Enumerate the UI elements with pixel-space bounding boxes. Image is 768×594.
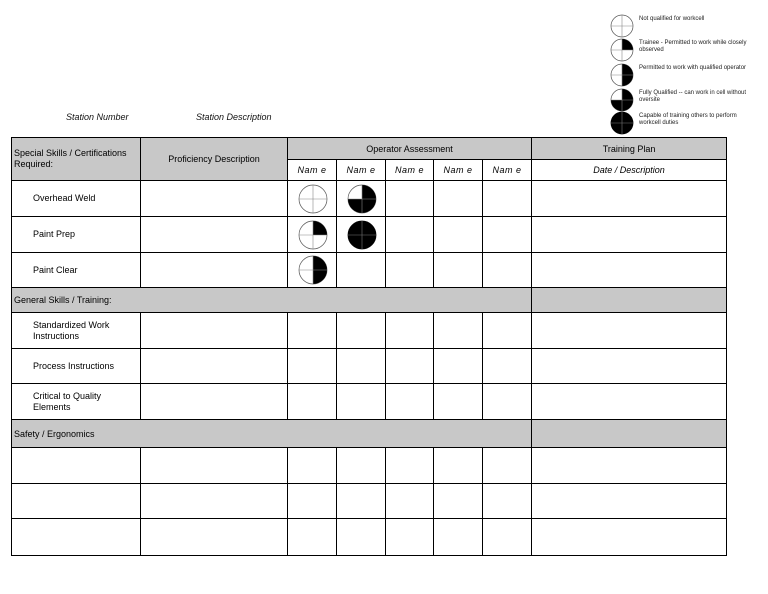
skill-name-cell [12, 448, 141, 484]
skill-name-cell: Standardized Work Instructions [12, 313, 141, 349]
training-plan-cell[interactable] [532, 384, 727, 420]
section-header: General Skills / Training: [12, 288, 532, 313]
assessment-cell[interactable] [386, 519, 434, 556]
assessment-cell[interactable] [483, 217, 532, 253]
assessment-cell[interactable] [337, 484, 386, 519]
empty-quadrant-circle-icon [610, 14, 634, 38]
assessment-cell[interactable] [434, 519, 483, 556]
table-row [12, 181, 727, 217]
legend-item-level-2 [610, 63, 760, 87]
operator-name-4[interactable]: Nam e [434, 160, 483, 181]
table-row [12, 253, 727, 288]
assessment-cell[interactable] [434, 484, 483, 519]
skill-name-cell [12, 484, 141, 519]
assessment-cell[interactable] [386, 217, 434, 253]
table-row [12, 217, 727, 253]
legend-text-level-0: Not qualified for workcell [639, 16, 705, 22]
quarter-filled-circle-icon [610, 38, 634, 62]
assessment-cell[interactable] [337, 349, 386, 384]
assessment-cell[interactable] [434, 217, 483, 253]
operator-assessment-header: Operator Assessment [288, 138, 532, 160]
proficiency-description-header: Proficiency Description [141, 138, 288, 181]
assessment-cell[interactable] [288, 384, 337, 420]
training-plan-cell[interactable] [532, 217, 727, 253]
assessment-cell[interactable] [483, 484, 532, 519]
skills-matrix-table [11, 137, 727, 556]
legend-item-level-4 [610, 111, 760, 135]
proficiency-description-cell[interactable] [141, 384, 288, 420]
training-plan-cell[interactable] [532, 181, 727, 217]
training-date-description-header: Date / Description [532, 160, 727, 181]
assessment-cell[interactable] [483, 448, 532, 484]
assessment-cell[interactable] [288, 349, 337, 384]
proficiency-description-cell[interactable] [141, 181, 288, 217]
skill-name-cell: Process Instructions [12, 349, 141, 384]
section-header: Safety / Ergonomics [12, 420, 532, 448]
proficiency-description-cell[interactable] [141, 217, 288, 253]
assessment-cell[interactable] [483, 253, 532, 288]
assessment-cell[interactable] [337, 253, 386, 288]
empty-quadrant-circle-icon [298, 184, 328, 214]
table-row [12, 384, 727, 420]
operator-name-3[interactable]: Nam e [386, 160, 434, 181]
assessment-cell[interactable] [434, 448, 483, 484]
station-number-label: Station Number [66, 112, 129, 122]
assessment-cell[interactable] [386, 313, 434, 349]
assessment-cell[interactable] [386, 253, 434, 288]
assessment-cell[interactable] [337, 313, 386, 349]
assessment-cell[interactable] [288, 313, 337, 349]
proficiency-description-cell[interactable] [141, 484, 288, 519]
assessment-cell[interactable] [337, 384, 386, 420]
operator-name-1[interactable]: Nam e [288, 160, 337, 181]
proficiency-description-cell[interactable] [141, 313, 288, 349]
assessment-cell[interactable] [288, 217, 337, 253]
proficiency-description-cell[interactable] [141, 519, 288, 556]
skill-name-cell [12, 519, 141, 556]
legend-item-level-3 [610, 88, 760, 112]
section-training-cell [532, 420, 727, 448]
assessment-cell[interactable] [434, 253, 483, 288]
three-quarter-filled-circle-icon [347, 184, 377, 214]
training-plan-cell[interactable] [532, 484, 727, 519]
training-plan-cell[interactable] [532, 519, 727, 556]
assessment-cell[interactable] [434, 313, 483, 349]
legend-text-level-4: Capable of training others to perform workcell duties [639, 113, 737, 126]
special-skills-header: Special Skills / Certifications Required: [12, 138, 141, 181]
proficiency-description-cell[interactable] [141, 349, 288, 384]
assessment-cell[interactable] [337, 448, 386, 484]
assessment-cell[interactable] [386, 349, 434, 384]
training-plan-cell[interactable] [532, 313, 727, 349]
assessment-cell[interactable] [337, 217, 386, 253]
table-row [12, 349, 727, 384]
assessment-cell[interactable] [483, 349, 532, 384]
training-plan-header: Training Plan [532, 138, 727, 160]
full-filled-circle-icon [347, 220, 377, 250]
assessment-cell[interactable] [386, 448, 434, 484]
assessment-cell[interactable] [483, 181, 532, 217]
three-quarter-filled-circle-icon [610, 88, 634, 112]
assessment-cell[interactable] [386, 484, 434, 519]
table-row [12, 484, 727, 519]
assessment-cell[interactable] [483, 519, 532, 556]
training-plan-cell[interactable] [532, 349, 727, 384]
skill-name-cell: Critical to Quality Elements [12, 384, 141, 420]
assessment-cell[interactable] [337, 181, 386, 217]
assessment-cell[interactable] [288, 253, 337, 288]
proficiency-description-cell[interactable] [141, 253, 288, 288]
half-filled-circle-icon [298, 255, 328, 285]
assessment-cell[interactable] [483, 313, 532, 349]
assessment-cell[interactable] [434, 349, 483, 384]
operator-name-2[interactable]: Nam e [337, 160, 386, 181]
assessment-cell[interactable] [288, 484, 337, 519]
assessment-cell[interactable] [483, 384, 532, 420]
legend-text-level-1: Trainee - Permitted to work while closely observed [639, 40, 747, 53]
legend-text-level-2: Permitted to work with qualified operator [639, 65, 747, 71]
skill-name-cell: Paint Clear [12, 253, 141, 288]
training-plan-cell[interactable] [532, 448, 727, 484]
half-filled-circle-icon [610, 63, 634, 87]
assessment-cell[interactable] [386, 384, 434, 420]
skill-name-cell: Paint Prep [12, 217, 141, 253]
assessment-cell[interactable] [288, 181, 337, 217]
assessment-cell[interactable] [434, 181, 483, 217]
legend-item-level-0 [610, 14, 760, 38]
section-training-cell [532, 288, 727, 313]
assessment-cell[interactable] [434, 384, 483, 420]
station-description-label: Station Description [196, 112, 272, 122]
legend-text-level-3: Fully Qualified -- can work in cell without oversite [639, 90, 747, 103]
quarter-filled-circle-icon [298, 220, 328, 250]
legend-item-level-1 [610, 38, 760, 62]
proficiency-description-cell[interactable] [141, 448, 288, 484]
table-row [12, 448, 727, 484]
assessment-cell[interactable] [288, 448, 337, 484]
assessment-cell[interactable] [288, 519, 337, 556]
assessment-cell[interactable] [386, 181, 434, 217]
assessment-cell[interactable] [337, 519, 386, 556]
full-filled-circle-icon [610, 111, 634, 135]
table-row [12, 519, 727, 556]
table-row [12, 313, 727, 349]
training-plan-cell[interactable] [532, 253, 727, 288]
operator-name-5[interactable]: Nam e [483, 160, 532, 181]
skill-name-cell: Overhead Weld [12, 181, 141, 217]
